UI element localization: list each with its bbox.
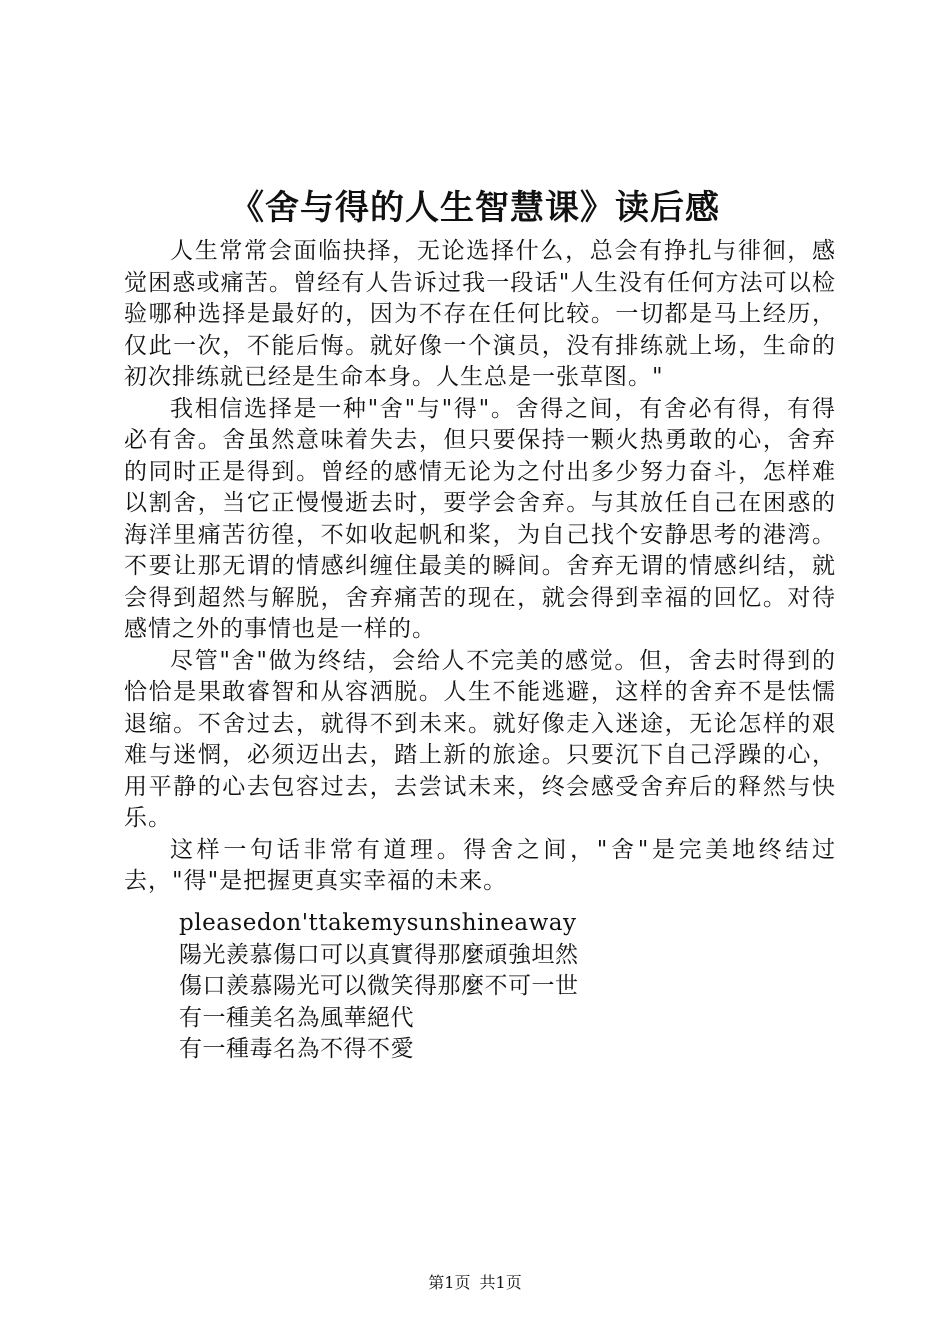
poem-line-3: 傷口羨慕陽光可以微笑得那麼不可一世 [179, 973, 579, 999]
paragraph-2: 我相信选择是一种"舍"与"得"。舍得之间，有舍必有得，有得必有舍。舍虽然意味着失去，但只要保持一颗火热勇敢的心，舍弃的同时正是得到。曾经的感情无论为之付出多少努力奋斗，怎样难以割舍，当它正慢慢逝去时，要学会舍弃。与其放任自己在困惑的海洋里痛苦彷徨，不如收起帆和桨，为自己找个安静思考的港湾。不要让那无谓的情感纠缠住最美的瞬间。舍弃无谓的情感纠结，就会得到超然与解脱，舍弃痛苦的现在，就会得到幸福的回忆。对待感情之外的事情也是一样的。 [124, 395, 836, 642]
poem-line-5: 有一種毒名為不得不愛 [179, 1036, 414, 1062]
poem-block [179, 908, 819, 1066]
page-number-current: 第1页 [428, 1273, 471, 1292]
poem-line-1: pleasedon'ttakemysunshineaway [179, 910, 577, 936]
document-title: 《舍与得的人生智慧课》读后感 [230, 188, 720, 228]
document-body [124, 236, 836, 898]
page-footer [0, 1272, 950, 1294]
page-number-total: 共1页 [479, 1273, 522, 1292]
paragraph-4: 这样一句话非常有道理。得舍之间，"舍"是完美地终结过去，"得"是把握更真实幸福的未来。 [124, 836, 836, 894]
poem-line-2: 陽光羨慕傷口可以真實得那麼頑強坦然 [179, 941, 579, 968]
poem-line-4: 有一種美名為風華絕代 [179, 1004, 414, 1031]
paragraph-3: 尽管"舍"做为终结，会给人不完美的感觉。但，舍去时得到的恰恰是果敢睿智和从容洒脱。人生不能逃避，这样的舍弃不是怯懦退缩。不舍过去，就得不到未来。就好像走入迷途，无论怎样的艰难与迷惘，必须迈出去，踏上新的旅途。只要沉下自己浮躁的心，用平静的心去包容过去，去尝试未来，终会感受舍弃后的释然与快乐。 [124, 647, 836, 831]
paragraph-1: 人生常常会面临抉择，无论选择什么，总会有挣扎与徘徊，感觉困惑或痛苦。曾经有人告诉过我一段话"人生没有任何方法可以检验哪种选择是最好的，因为不存在任何比较。一切都是马上经历，仅此一次，不能后悔。就好像一个演员，没有排练就上场，生命的初次排练就已经是生命本身。人生总是一张草图。" [124, 238, 836, 390]
